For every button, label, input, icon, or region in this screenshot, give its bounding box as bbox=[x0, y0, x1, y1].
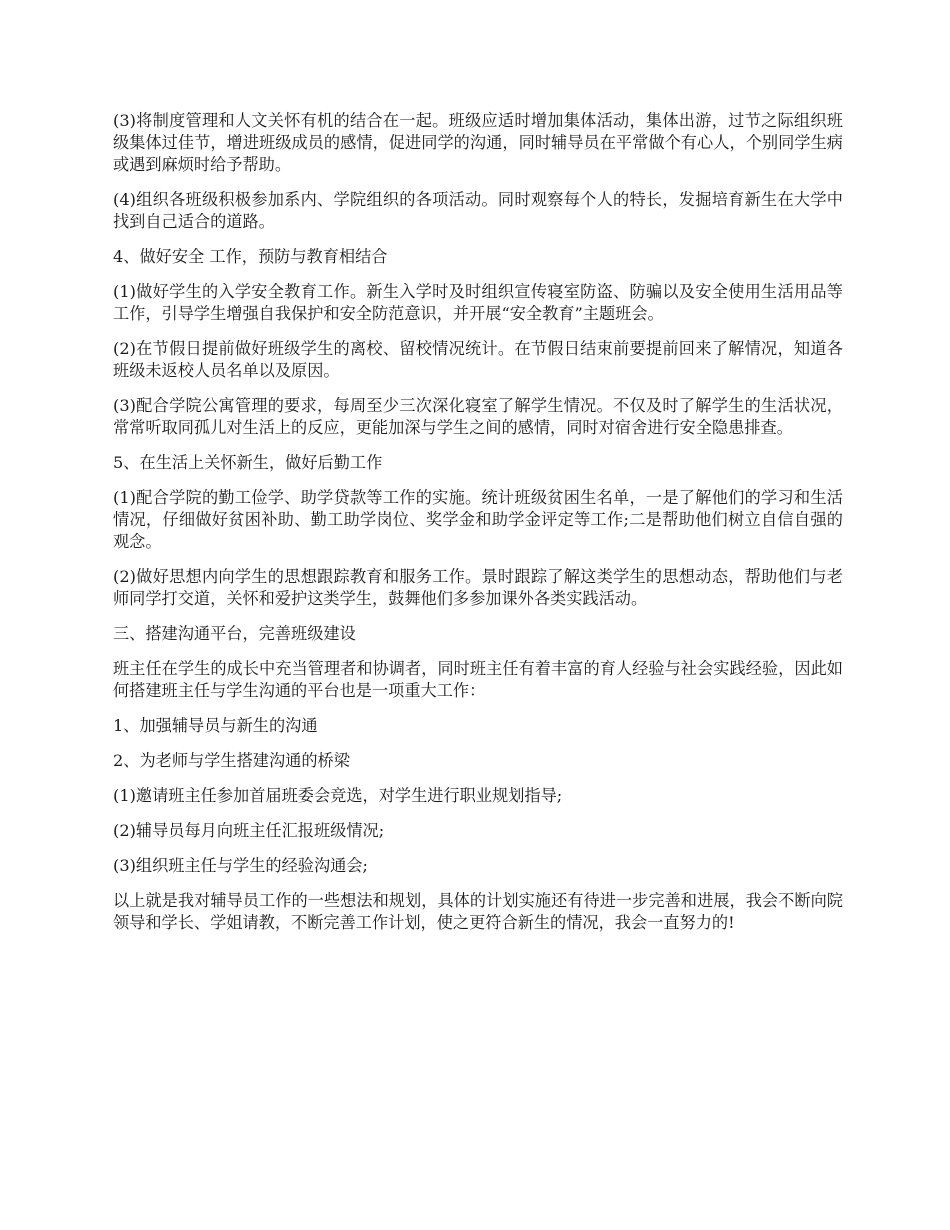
subheading-bridge-teachers-students: 2、为老师与学生搭建沟通的桥梁 bbox=[113, 751, 350, 770]
paragraph-item-3-humanistic-care: (3)将制度管理和人文关怀有机的结合在一起。班级应适时增加集体活动，集体出游，过节之际组织班级集体过佳节，增进班级成员的感情，促进同学的沟通，同时辅导员在平常做个有心人，个别同学生病或遇到麻烦时给予帮助。 bbox=[113, 111, 843, 174]
paragraph-item-4-activities: (4)组织各班级积极参加系内、学院组织的各项活动。同时观察每个人的特长，发掘培育新生在大学中找到自己适合的道路。 bbox=[113, 190, 843, 231]
paragraph-conclusion: 以上就是我对辅导员工作的一些想法和规划，具体的计划实施还有待进一步完善和进展，我会不断向院领导和学长、学姐请教，不断完善工作计划，使之更符合新生的情况，我会一直努力的! bbox=[113, 891, 843, 932]
paragraph-safety-1: (1)做好学生的入学安全教育工作。新生入学时及时组织宣传寝室防盗、防骗以及安全使用生活用品等工作，引导学生增强自我保护和安全防范意识，并开展“安全教育”主题班会。 bbox=[113, 282, 843, 323]
paragraph-bridge-1: (1)邀请班主任参加首届班委会竞选，对学生进行职业规划指导; bbox=[113, 786, 563, 805]
subheading-strengthen-communication: 1、加强辅导员与新生的沟通 bbox=[113, 716, 318, 735]
paragraph-life-1: (1)配合学院的勤工俭学、助学贷款等工作的实施。统计班级贫困生名单，一是了解他们的学习和生活情况，仔细做好贫困补助、勤工助学岗位、奖学金和助学金评定等工作;二是帮助他们树立自信自强的观念。 bbox=[113, 488, 843, 551]
section-heading-communication-platform: 三、搭建沟通平台，完善班级建设 bbox=[113, 624, 356, 643]
paragraph-bridge-3: (3)组织班主任与学生的经验沟通会; bbox=[113, 856, 369, 875]
paragraph-bridge-2: (2)辅导员每月向班主任汇报班级情况; bbox=[113, 821, 385, 840]
paragraph-safety-3: (3)配合学院公寓管理的要求，每周至少三次深化寝室了解学生情况。不仅及时了解学生的生活状况，常常听取同孤儿对生活上的反应，更能加深与学生之间的感情，同时对宿舍进行安全隐患排查。 bbox=[113, 396, 843, 437]
section-heading-safety: 4、做好安全 工作，预防与教育相结合 bbox=[113, 247, 388, 266]
paragraph-safety-2: (2)在节假日提前做好班级学生的离校、留校情况统计。在节假日结束前要提前回来了解情况，知道各班级未返校人员名单以及原因。 bbox=[113, 339, 843, 380]
paragraph-communication-intro: 班主任在学生的成长中充当管理者和协调者，同时班主任有着丰富的育人经验与社会实践经验，因此如何搭建班主任与学生沟通的平台也是一项重大工作： bbox=[113, 659, 843, 700]
document-body bbox=[113, 110, 843, 947]
section-heading-life-care: 5、在生活上关怀新生，做好后勤工作 bbox=[113, 453, 383, 472]
paragraph-life-2: (2)做好思想内向学生的思想跟踪教育和服务工作。景时跟踪了解这类学生的思想动态，帮助他们与老师同学打交道，关怀和爱护这类学生，鼓舞他们多参加课外各类实践活动。 bbox=[113, 567, 843, 608]
